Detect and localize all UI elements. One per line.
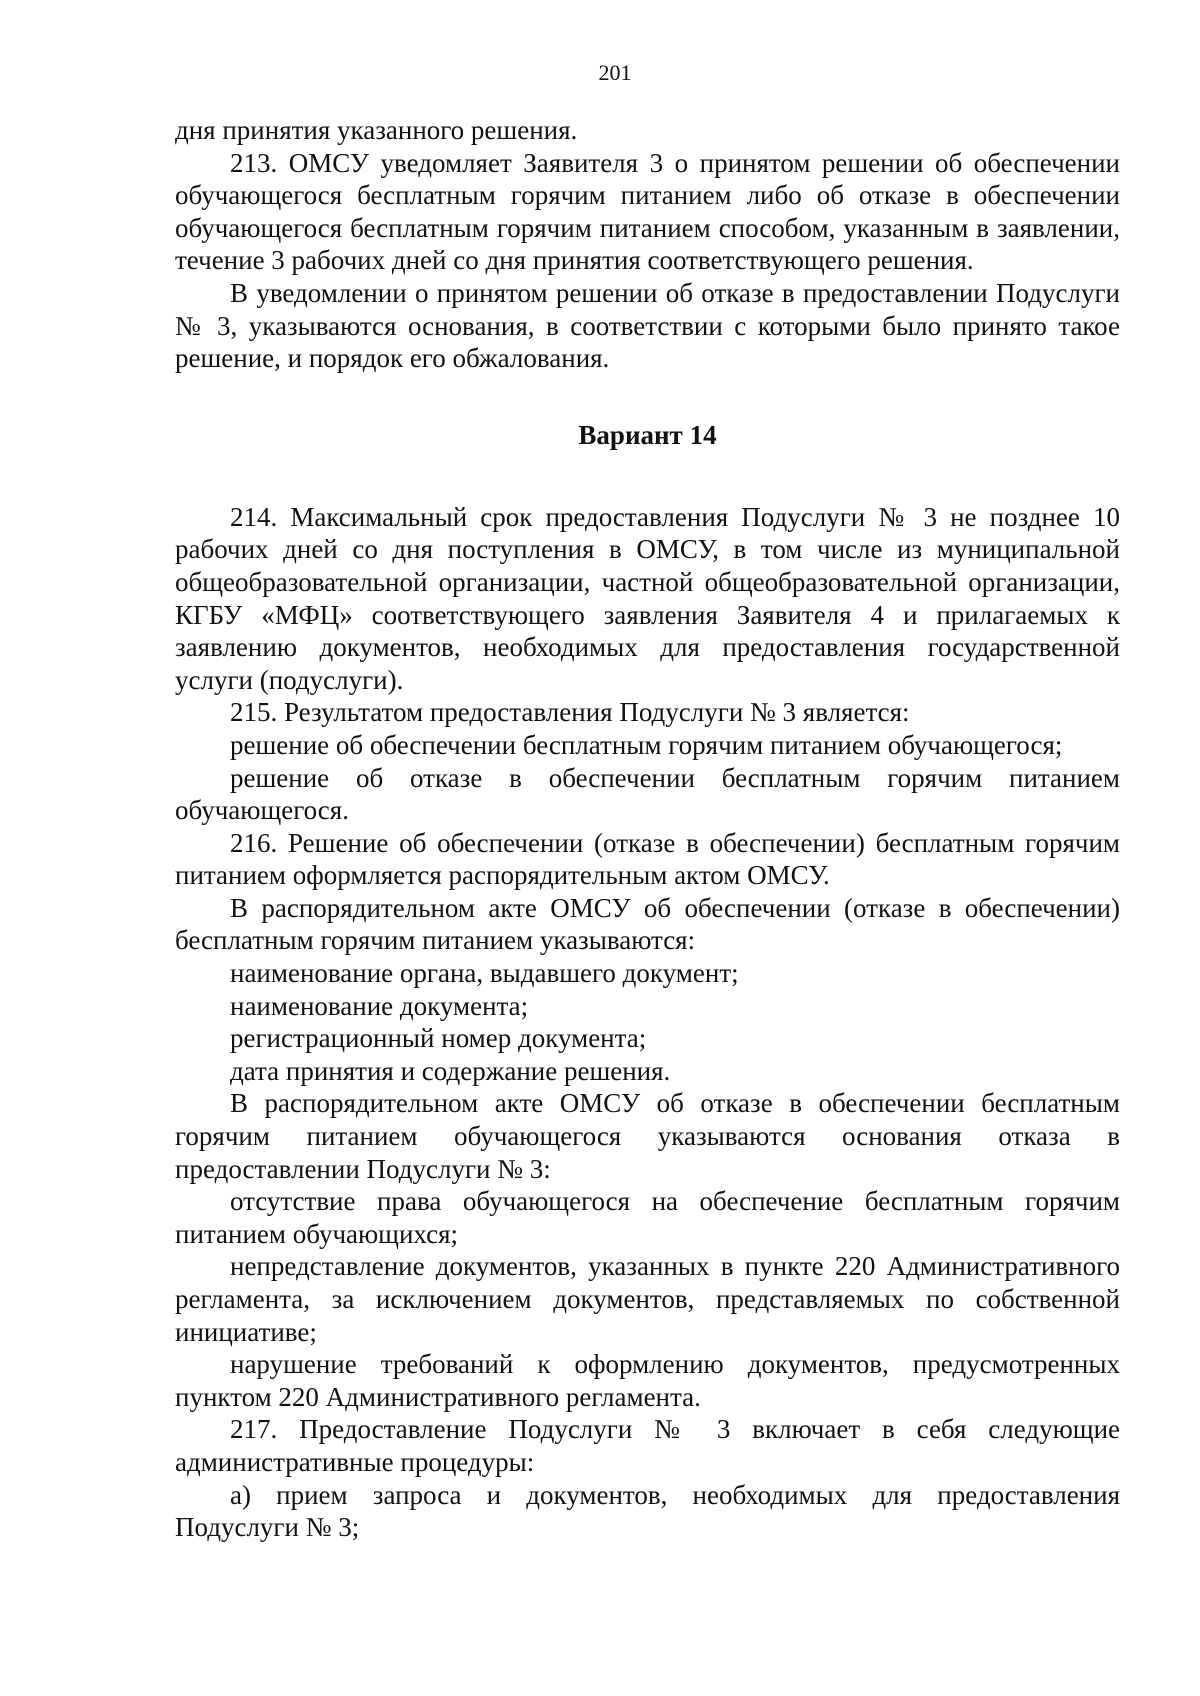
paragraph-214: 214. Максимальный срок предоставления Подуслуги № 3 не позднее 10 рабочих дней со дня поступления в ОМСУ, в том числе из муниципальной общеобразовательной организации, частной общеобразовательной организации, КГБУ «МФЦ» соответствующего заявления Заявителя 4 и прилагаемых к заявлению документов, необходимых для предоставления государственной услуги (подуслуги).: [175, 501, 1120, 695]
list-item-formatting-violation: нарушение требований к оформлению документов, предусмотренных пунктом 220 Административного регламента.: [175, 1349, 1120, 1412]
paragraph-continuation: дня принятия указанного решения.: [175, 115, 578, 145]
paragraph-refusal-notice: В уведомлении о принятом решении об отказе в предоставлении Подуслуги № 3, указываются основания, в соответствии с которыми было принято такое решение, и порядок его обжалования.: [175, 277, 1120, 374]
list-item-decision-date-content: дата принятия и содержание решения.: [230, 1055, 671, 1086]
list-item-document-name: наименование документа;: [230, 990, 529, 1021]
list-item-no-entitlement: отсутствие права обучающегося на обеспечение бесплатным горячим питанием обучающихся;: [175, 1186, 1120, 1249]
document-body-top: [175, 114, 1120, 375]
paragraph-213: 213. ОМСУ уведомляет Заявителя 3 о принятом решении об обеспечении обучающегося бесплатным горячим питанием либо об отказе в обеспечении обучающегося бесплатным горячим питанием способом, указанным в заявлении, течение 3 рабочих дней со дня принятия соответствующего решения.: [175, 147, 1120, 276]
document-body-bottom: [175, 501, 1120, 1544]
page-number: 201: [598, 60, 632, 85]
paragraph-216: 216. Решение об обеспечении (отказе в обеспечении) бесплатным горячим питанием оформляется распорядительным актом ОМСУ.: [175, 827, 1120, 891]
list-item-missing-documents: непредставление документов, указанных в пункте 220 Административного регламента, за исключением документов, представляемых по собственной инициативе;: [175, 1251, 1120, 1347]
list-item-issuing-body: наименование органа, выдавшего документ;: [230, 958, 739, 989]
list-item-registration-number: регистрационный номер документа;: [230, 1023, 647, 1054]
paragraph-217: 217. Предоставление Подуслуги № 3 включает в себя следующие административные процедуры:: [175, 1414, 1120, 1477]
paragraph-act-contents-intro: В распорядительном акте ОМСУ об обеспечении (отказе в обеспечении) бесплатным горячим питанием указываются:: [175, 892, 1120, 956]
list-item-procedure-a: а) прием запроса и документов, необходимых для предоставления Подуслуги № 3;: [175, 1479, 1120, 1543]
paragraph-refusal-grounds-intro: В распорядительном акте ОМСУ об отказе в обеспечении бесплатным горячим питанием обучающегося указываются основания отказа в предоставлении Подуслуги № 3:: [175, 1088, 1120, 1184]
list-item-result-approval: решение об обеспечении бесплатным горячим питанием обучающегося;: [230, 729, 1063, 760]
section-heading-variant-14: Вариант 14: [578, 419, 717, 450]
list-item-result-refusal: решение об отказе в обеспечении бесплатным горячим питанием обучающегося.: [175, 762, 1120, 826]
paragraph-215: 215. Результатом предоставления Подуслуги № 3 является:: [230, 697, 910, 728]
